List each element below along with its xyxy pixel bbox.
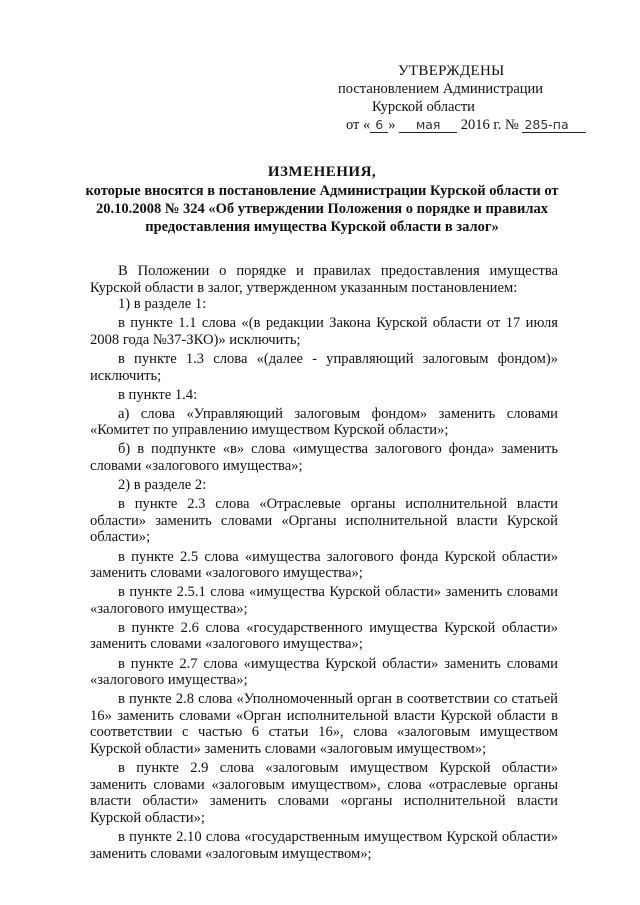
paragraph: в пункте 2.5 слова «имущества залогового фонда Курской области» заменить словами «залогового имущества»; <box>90 548 558 582</box>
paragraph: в пункте 2.8 слова «Уполномоченный орган в соответствии со статьей 16» заменить словами «Орган исполнительной власти Курской области в соответствии с частью 6 статьи 16», слова «залоговым имуществом Курской области» заменить словами «залоговым имуществом»; <box>90 691 558 758</box>
approval-day: 6 <box>370 118 388 133</box>
approval-line-2: Курской области <box>372 99 475 115</box>
date-prefix: от « <box>346 117 371 133</box>
paragraph: б) в подпункте «в» слова «имущества залогового фонда» заменить словами «залогового имущества»; <box>90 441 558 475</box>
paragraph: 2) в разделе 2: <box>118 477 207 494</box>
document-body <box>90 263 558 865</box>
approval-month: мая <box>399 118 457 133</box>
paragraph: в пункте 1.4: <box>118 386 198 403</box>
approval-year: 2016 г. № <box>460 117 519 133</box>
document-heading <box>72 163 572 236</box>
approval-title: УТВЕРЖДЕНЫ <box>398 63 505 79</box>
approval-line-1: постановлением Администрации <box>338 81 544 97</box>
paragraph: В Положении о порядке и правилах предоставления имущества Курской области в залог, утвержденном указанным постановлением: <box>90 263 558 296</box>
paragraph: в пункте 2.9 слова «залоговым имуществом Курской области» заменить словами «залоговым имуществом», слова «отраслевые органы власти области» заменить словами «органы исполнительной власти Курской области»; <box>90 760 558 826</box>
approval-number: 285-па <box>522 118 586 133</box>
paragraph: в пункте 2.6 слова «государственного имущества Курской области» заменить словами «залогового имущества»; <box>90 619 558 653</box>
paragraph: в пункте 2.10 слова «государственным имуществом Курской области» заменить словами «залоговым имуществом»; <box>90 829 558 862</box>
paragraph: 1) в разделе 1: <box>118 296 207 313</box>
date-mid: » <box>388 117 396 133</box>
paragraph: в пункте 1.1 слова «(в редакции Закона Курской области от 17 июля 2008 года №37-ЗКО)» исключить; <box>90 315 558 348</box>
document-title: ИЗМЕНЕНИЯ, <box>267 164 377 180</box>
paragraph: в пункте 2.3 слова «Отраслевые органы исполнительной власти области» заменить словами «Органы исполнительной власти Курской области»; <box>90 496 558 546</box>
paragraph: а) слова «Управляющий залоговым фондом» заменить словами «Комитет по управлению имуществом Курской области»; <box>90 405 558 439</box>
document-subtitle: которые вносятся в постановление Администрации Курской области от 20.10.2008 № 324 «Об утверждении Положения о порядке и правилах предоставления имущества Курской области в залог» <box>85 183 559 235</box>
approval-date-line <box>346 116 598 134</box>
approval-stamp <box>338 62 598 134</box>
paragraph: в пункте 1.3 слова «(далее - управляющий залоговым фондом)» исключить; <box>90 350 558 384</box>
paragraph: в пункте 2.5.1 слова «имущества Курской области» заменить словами «залогового имущества»; <box>90 584 558 617</box>
paragraph: в пункте 2.7 слова «имущества Курской области» заменить словами «залогового имущества»; <box>90 655 558 689</box>
